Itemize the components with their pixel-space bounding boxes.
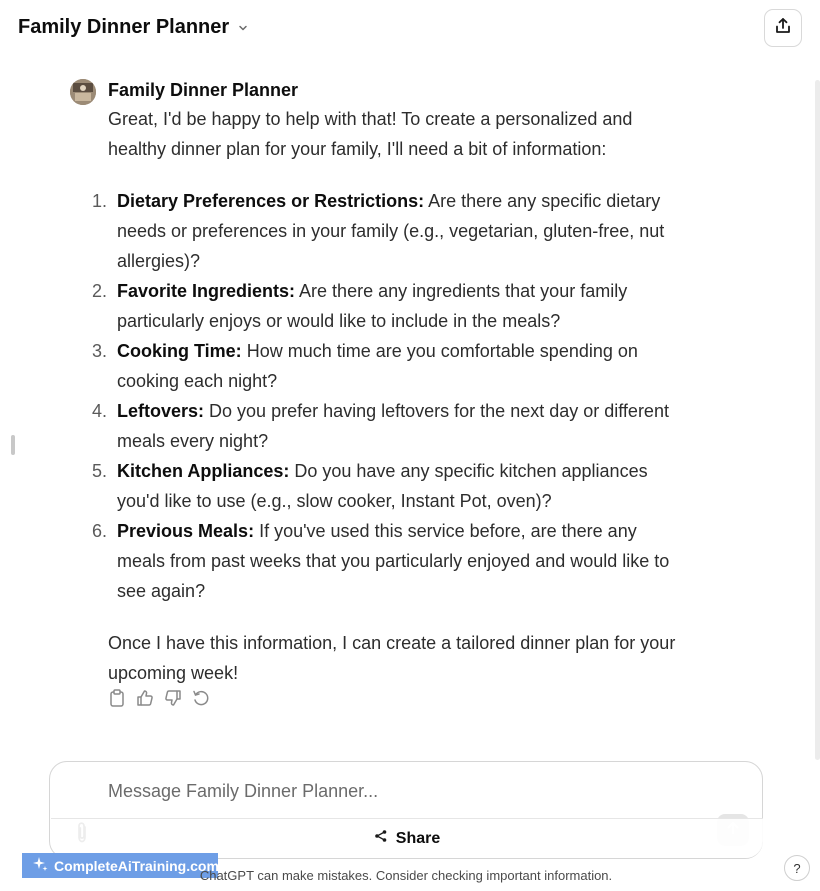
question-text: Do you have any specific kitchen appliances you'd like to use (e.g., slow cooker, Instant Pot, oven)? — [117, 461, 648, 511]
header — [0, 0, 820, 56]
question-body — [110, 276, 678, 336]
disclaimer-text: ChatGPT can make mistakes. Consider checking important information. — [199, 868, 613, 883]
question-item — [92, 396, 678, 456]
share-nodes-icon — [374, 829, 388, 848]
question-item — [92, 516, 678, 606]
sender-name: Family Dinner Planner — [108, 80, 299, 100]
gpt-title-dropdown[interactable] — [18, 16, 249, 39]
message-input[interactable] — [108, 778, 668, 804]
chevron-down-icon — [237, 22, 249, 34]
message-actions — [108, 688, 210, 708]
question-title: Previous Meals: — [117, 521, 255, 541]
question-body — [110, 186, 678, 276]
question-title: Kitchen Appliances: — [117, 461, 290, 481]
question-text: If you've used this service before, are there any meals from past weeks that you particularly enjoyed and would like to see again? — [117, 521, 670, 601]
question-item — [92, 336, 678, 396]
avatar — [70, 79, 96, 105]
question-body — [110, 516, 678, 606]
message-composer — [49, 761, 763, 859]
sidebar-resize-handle[interactable] — [11, 435, 15, 455]
share-chat-button[interactable] — [51, 818, 763, 858]
question-text: How much time are you comfortable spending on cooking each night? — [117, 341, 638, 391]
thumbs-up-icon[interactable] — [136, 688, 154, 708]
question-number: 5. — [92, 461, 108, 481]
question-item — [92, 276, 678, 336]
scrollbar[interactable] — [815, 80, 820, 760]
message-intro: Great, I'd be happy to help with that! To create a personalized and healthy dinner plan for your family, I'll need a bit of information: — [108, 109, 633, 159]
question-body — [110, 336, 678, 396]
question-title: Favorite Ingredients: — [117, 281, 296, 301]
question-body — [110, 396, 678, 456]
assistant-message — [92, 104, 678, 688]
question-title: Dietary Preferences or Restrictions: — [117, 191, 425, 211]
question-title: Cooking Time: — [117, 341, 242, 361]
message-closing: Once I have this information, I can create a tailored dinner plan for your upcoming week! — [108, 633, 676, 683]
question-text: Are there any specific dietary needs or preferences in your family (e.g., vegetarian, gluten-free, nut allergies)? — [117, 191, 665, 271]
question-number: 3. — [92, 341, 108, 361]
regenerate-icon[interactable] — [192, 688, 210, 708]
page-title: Family Dinner Planner — [18, 16, 230, 38]
question-item — [92, 186, 678, 276]
share-button[interactable] — [764, 9, 802, 47]
question-number: 6. — [92, 521, 108, 541]
thumbs-down-icon[interactable] — [164, 688, 182, 708]
share-upload-icon — [774, 17, 792, 40]
question-list — [92, 186, 678, 606]
copy-icon[interactable] — [108, 688, 126, 708]
question-text: Are there any ingredients that your family particularly enjoys or would like to include in the meals? — [117, 281, 628, 331]
question-text: Do you prefer having leftovers for the next day or different meals every night? — [117, 401, 669, 451]
question-number: 4. — [92, 401, 108, 421]
question-item — [92, 456, 678, 516]
watermark-text: CompleteAiTraining.com — [54, 857, 219, 874]
question-body — [110, 456, 678, 516]
question-number: 1. — [92, 191, 108, 211]
question-title: Leftovers: — [117, 401, 205, 421]
help-button[interactable]: ? — [784, 855, 810, 881]
question-number: 2. — [92, 281, 108, 301]
share-label: Share — [395, 829, 441, 847]
